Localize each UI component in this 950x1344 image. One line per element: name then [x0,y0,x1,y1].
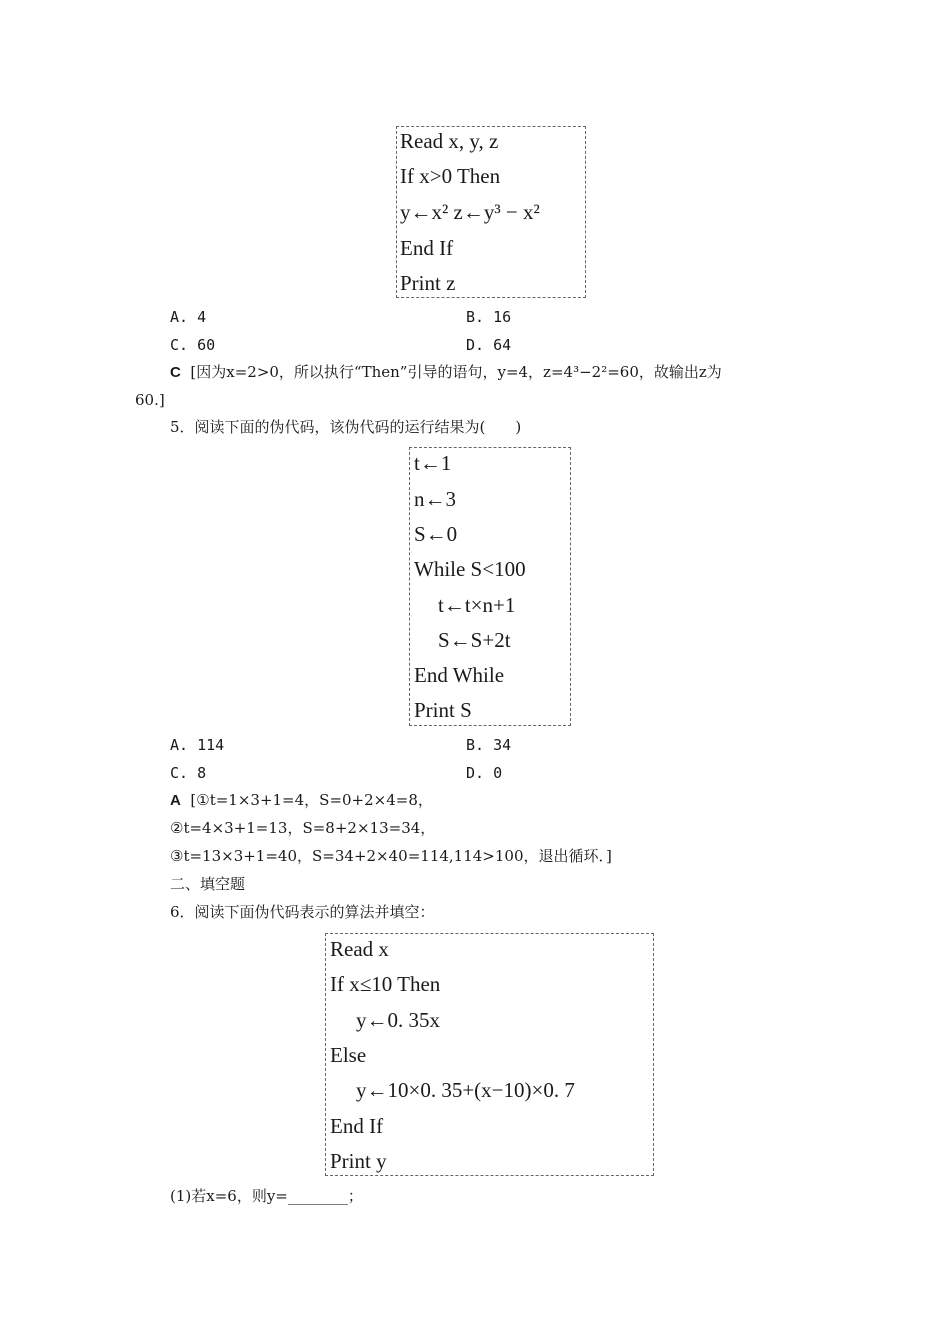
q5-answer [170,790,433,811]
q5-code-line-4: While S<100 [414,557,526,581]
q6-code-line-2: If x≤10 Then [330,972,441,996]
q6-question: 6．阅读下面伪代码表示的算法并填空： [170,903,435,921]
q6-code-line-6: End If [330,1114,384,1138]
q5-code-line-5: t←t×n+1 [438,593,516,617]
q5-code-line-8: Print S [414,698,472,722]
q4-code-line-4: End If [400,236,454,260]
q4-option-b: B. 16 [466,308,512,326]
q4-code-line-2: If x>0 Then [400,164,501,188]
q6-code-line-1: Read x [330,937,389,961]
q5-code-line-1: t←1 [414,451,452,475]
q5-code-line-3: S←0 [414,522,458,546]
q6-code-line-7: Print y [330,1149,387,1173]
q5-question: 5．阅读下面的伪代码，该伪代码的运行结果为( ) [170,418,522,436]
q4-option-a: A. 4 [170,308,207,326]
q4-code-line-1: Read x, y, z [400,129,499,153]
q5-explanation-2: ②t=4×3+1=13，S=8+2×13=34， [170,819,436,837]
q5-option-d: D. 0 [466,764,503,782]
q4-answer [170,362,722,383]
q5-option-a: A. 114 [170,736,225,754]
q6-sub-question-1: (1)若x=6，则y=________； [170,1187,363,1205]
q6-code-line-4: Else [330,1043,367,1067]
q5-code-line-6: S←S+2t [438,628,511,652]
q5-code-line-7: End While [414,663,505,687]
q5-answer-letter: A [170,792,181,809]
q4-code-line-5: Print z [400,271,456,295]
q4-code-line-3: y←x² z←y³ − x² [400,200,540,224]
q6-code-line-5: y←10×0. 35+(x−10)×0. 7 [356,1078,575,1102]
q5-explanation-3: ③t=13×3+1=40，S=34+2×40=114,114>100，退出循环．] [170,847,612,865]
q4-explanation-2: 60.] [135,391,165,409]
q4-explanation-1: [因为x=2>0，所以执行“Then”引导的语句，y=4，z=4³−2²=60，故输出z为 [190,363,722,381]
q4-answer-letter: C [170,364,181,381]
q6-code-line-3: y←0. 35x [356,1008,440,1032]
q5-code-line-2: n←3 [414,487,456,511]
q5-option-b: B. 34 [466,736,512,754]
q4-option-d: D. 64 [466,336,512,354]
section-title: 二、填空题 [170,875,246,893]
q5-explanation-1: [①t=1×3+1=4，S=0+2×4=8， [190,791,433,809]
q5-option-c: C. 8 [170,764,207,782]
q4-option-c: C. 60 [170,336,216,354]
